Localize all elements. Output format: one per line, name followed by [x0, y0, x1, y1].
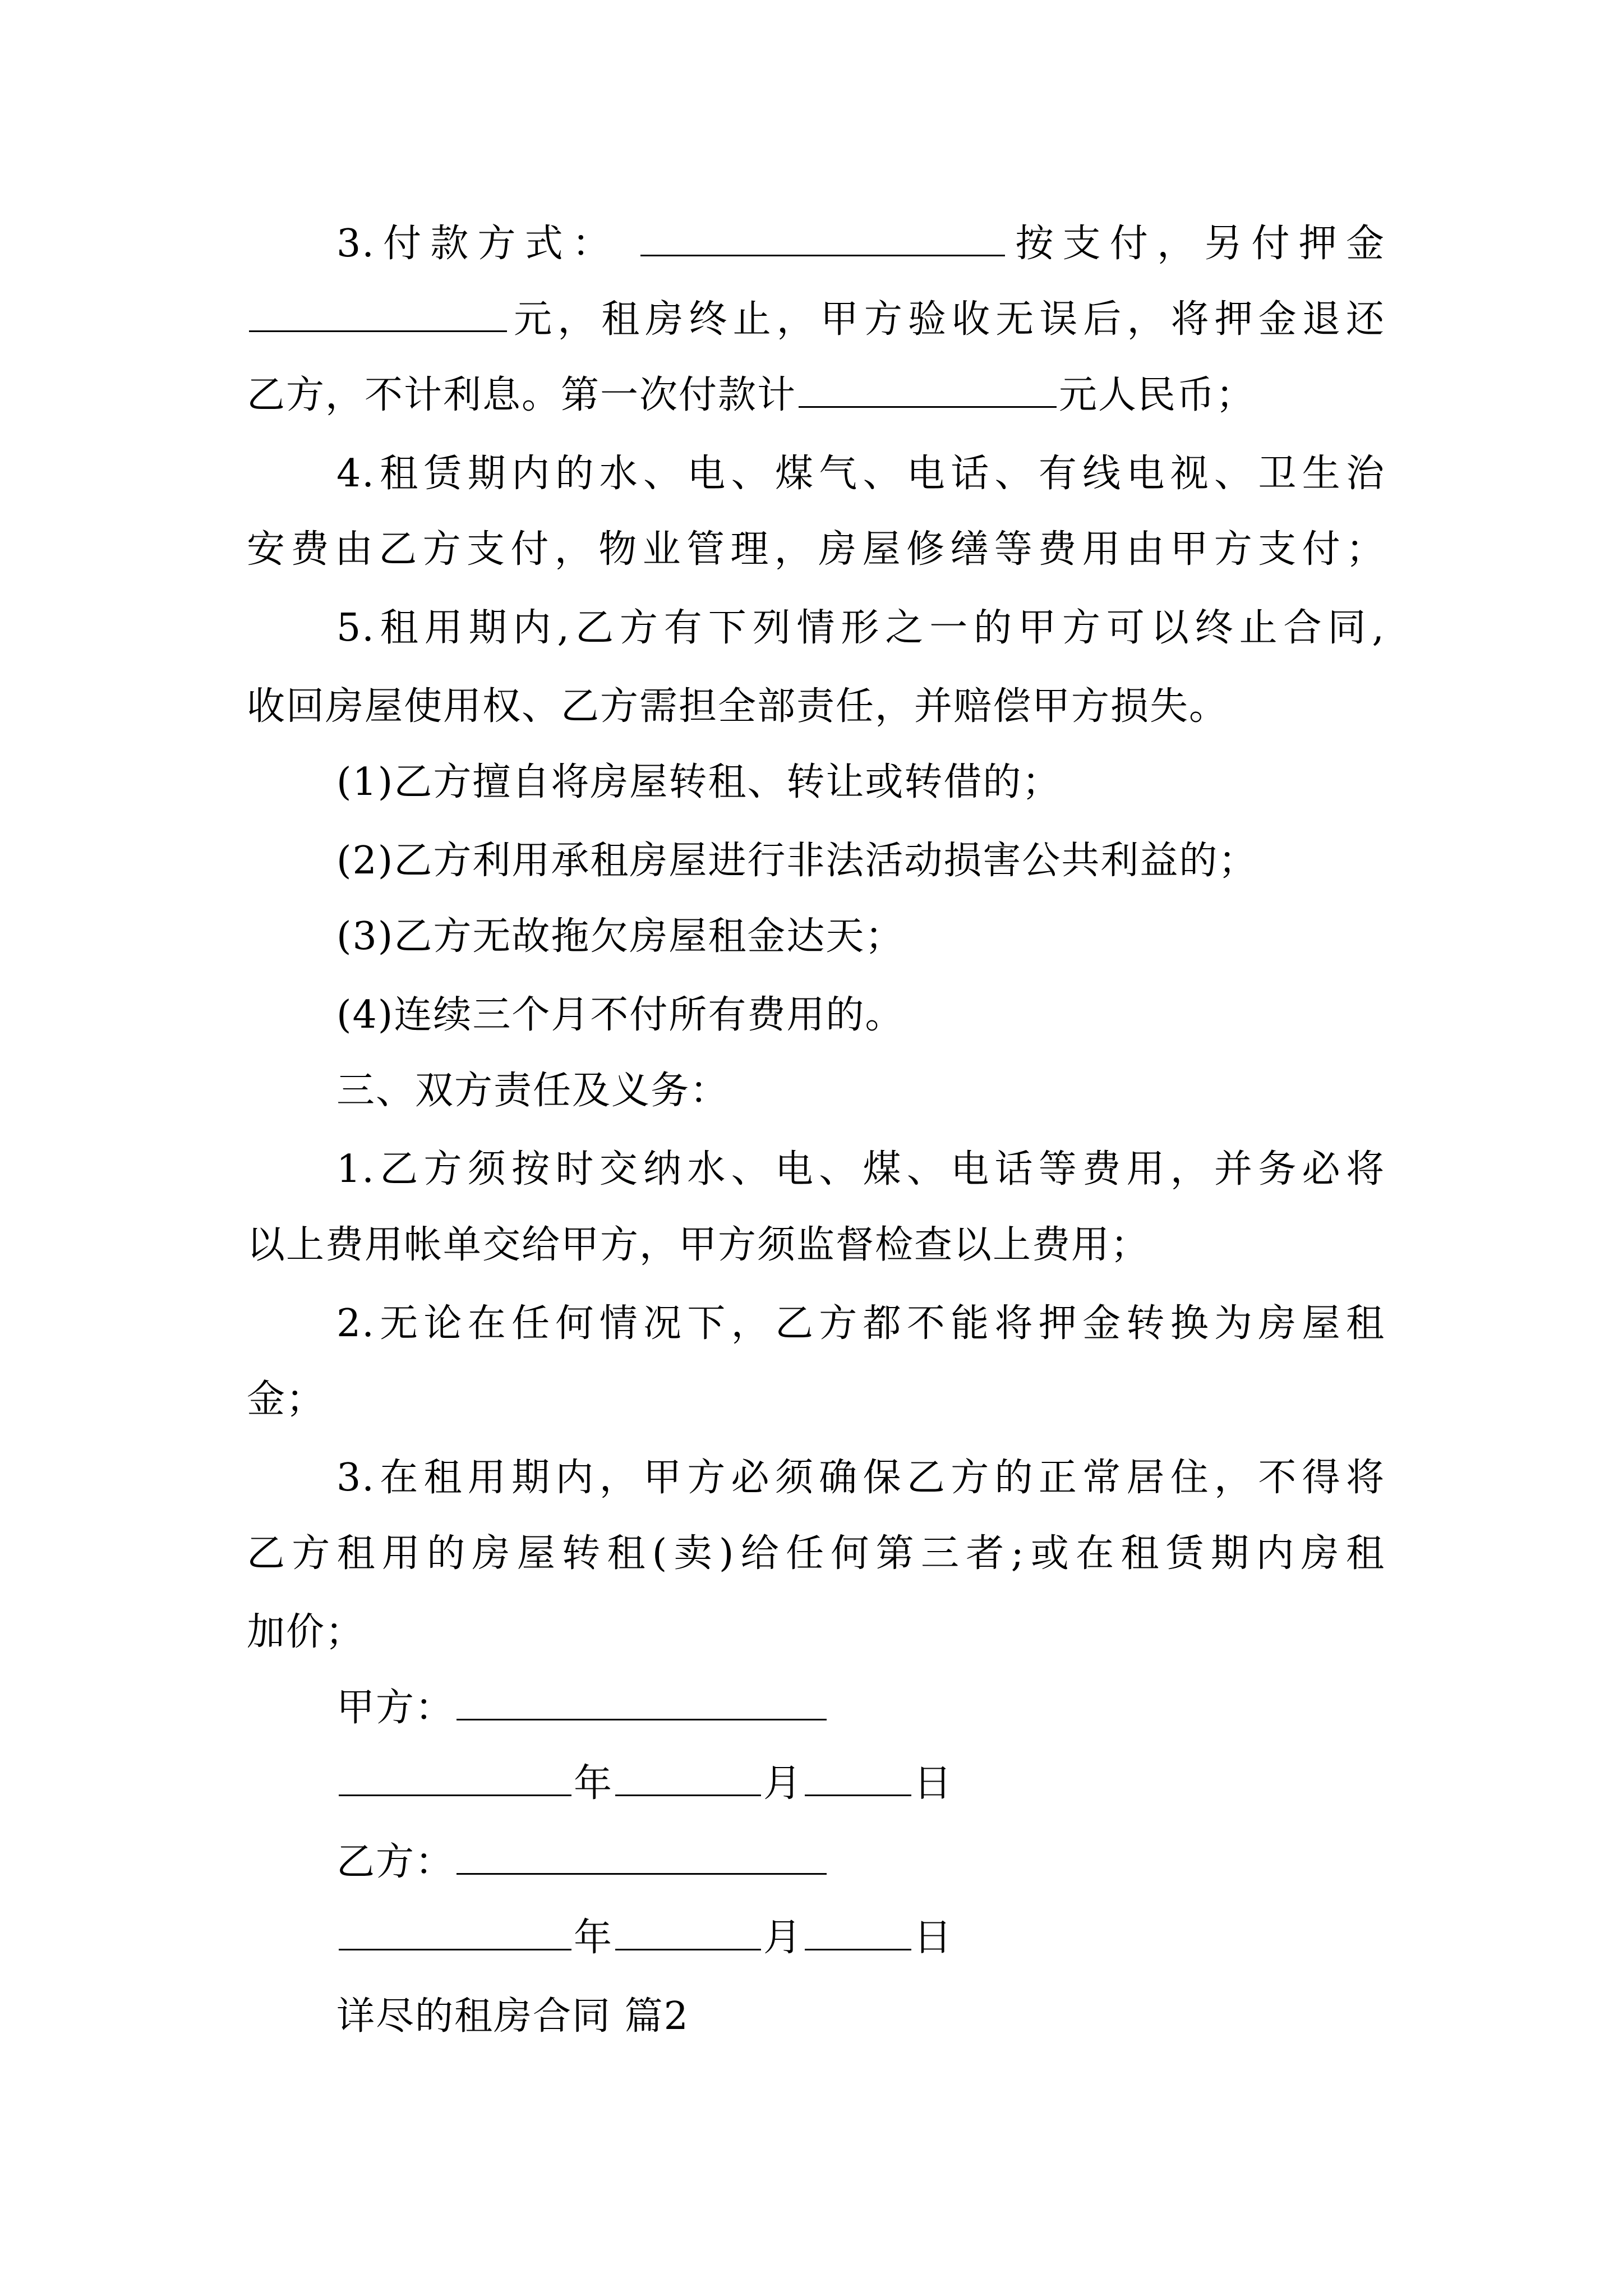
party-b-signature: [336, 1823, 1475, 1902]
first-payment-line: [247, 356, 1385, 435]
text-segment: 乙方租用的房屋转租(卖)给任何第三者;或在租赁期内房租: [247, 1531, 1385, 1576]
text-segment: 4.租赁期内的水、电、煤气、电话、有线电视、卫生治: [336, 452, 1385, 496]
day-label: 日: [914, 1761, 953, 1806]
day-blank: [805, 1915, 911, 1950]
clause-4-line: [336, 976, 1475, 1055]
blank-underline: [799, 372, 1057, 408]
year-label: 年: [574, 1916, 614, 1960]
utilities-line-1: [336, 435, 1385, 513]
clause-2-line: [336, 822, 1475, 900]
text-segment: 以上费用帐单交给甲方，甲方须监督检查以上费用；: [247, 1223, 1150, 1267]
month-label: 月: [763, 1761, 803, 1806]
section-heading-text: 详尽的租房合同 篇2: [336, 1994, 689, 2039]
month-blank: [615, 1915, 761, 1950]
text-segment: 3.付款方式：: [336, 222, 620, 266]
duty-3-line-2: [247, 1515, 1385, 1593]
duty-2-line-1: [336, 1285, 1385, 1363]
text-segment: (3)乙方无故拖欠房屋租金达天；: [336, 914, 905, 959]
text-segment: 安费由乙方支付，物业管理，房屋修缮等费用由甲方支付；: [247, 527, 1385, 572]
party-b-label: 乙方：: [336, 1840, 455, 1884]
text-segment: 5.租用期内,乙方有下列情形之一的甲方可以终止合同,: [336, 606, 1385, 650]
clause-1-line: [336, 743, 1475, 822]
text-segment: 元，租房终止，甲方验收无误后，将押金退还: [509, 297, 1385, 342]
section-heading: [336, 1977, 1475, 2056]
year-label: 年: [574, 1761, 614, 1806]
text-segment: 2.无论在任何情况下，乙方都不能将押金转换为房屋租: [336, 1301, 1385, 1346]
party-b-blank: [457, 1839, 827, 1875]
text-segment: (4)连续三个月不付所有费用的。: [336, 993, 905, 1037]
duty-3-line-1: [336, 1439, 1385, 1517]
duty-1-line-2: [247, 1206, 1385, 1285]
party-a-date: [336, 1745, 1475, 1823]
text-segment: (1)乙方擅自将房屋转租、转让或转借的；: [336, 760, 1062, 804]
text-segment: (2)乙方利用承租房屋进行非法活动损害公共利益的；: [336, 839, 1258, 883]
duty-3-line-3: [247, 1593, 1385, 1672]
text-segment: 三、双方责任及义务：: [336, 1069, 730, 1113]
text-segment: 金；: [247, 1377, 326, 1421]
party-a-blank: [457, 1685, 827, 1720]
duty-2-line-2: [247, 1360, 1385, 1439]
day-label: 日: [914, 1916, 953, 1960]
text-segment: 元人民币；: [1059, 373, 1256, 417]
month-blank: [615, 1760, 761, 1796]
text-segment: 收回房屋使用权、乙方需担全部责任，并赔偿甲方损失。: [247, 684, 1229, 729]
party-a-label: 甲方：: [336, 1686, 455, 1730]
text-segment: 3.在租用期内，甲方必须确保乙方的正常居住，不得将: [336, 1456, 1385, 1500]
party-b-date: [336, 1899, 1475, 1977]
deposit-line: [247, 280, 1385, 359]
termination-line-2: [247, 668, 1385, 746]
month-label: 月: [763, 1916, 803, 1960]
party-a-signature: [336, 1669, 1475, 1747]
text-segment: 加价；: [247, 1610, 365, 1654]
text-segment: 1.乙方须按时交纳水、电、煤、电话等费用，并务必将: [336, 1147, 1385, 1191]
day-blank: [805, 1760, 911, 1796]
termination-line-1: [336, 589, 1385, 668]
text-segment: 乙方，不计利息。第一次付款计: [247, 373, 797, 417]
text-segment: 按支付，另付押金: [1007, 222, 1385, 266]
clause-3-line: [336, 898, 1475, 976]
section-3-heading: [336, 1052, 1475, 1130]
year-blank: [339, 1760, 571, 1796]
utilities-line-2: [247, 510, 1385, 589]
duty-1-line-1: [336, 1130, 1385, 1209]
year-blank: [339, 1915, 571, 1950]
payment-method-line: [336, 205, 1385, 283]
blank-underline: [249, 296, 507, 332]
blank-underline: [640, 220, 1005, 256]
